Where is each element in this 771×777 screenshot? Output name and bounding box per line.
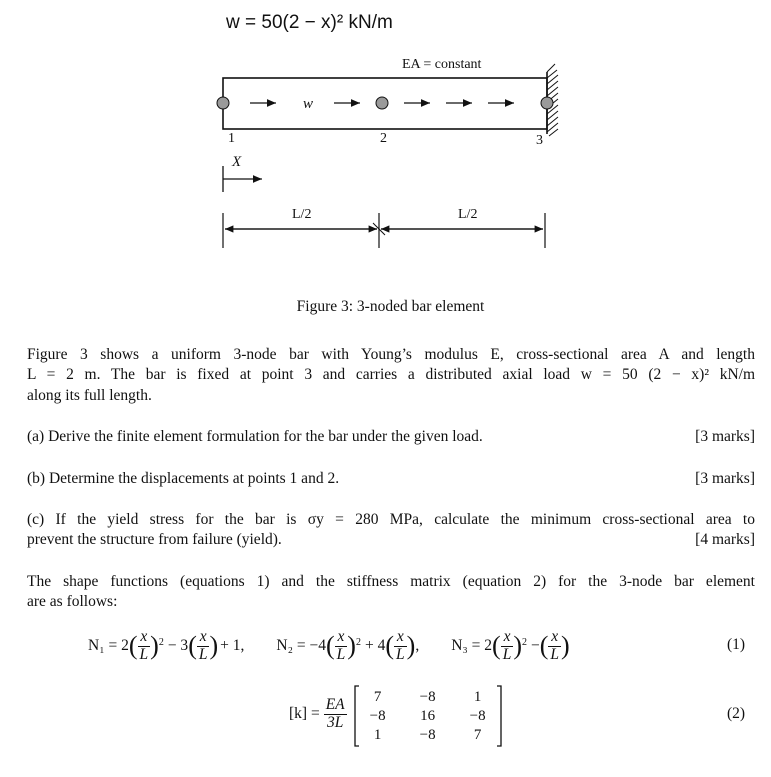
k-frac-den: 3L — [326, 713, 344, 731]
node-2 — [376, 97, 388, 109]
n3-mid: − — [531, 637, 540, 654]
n2-frac2-num: x — [394, 629, 407, 646]
stiffness-matrix — [353, 684, 503, 745]
equation-2 — [289, 682, 503, 746]
n3-square: 2 — [522, 636, 527, 648]
question-b-marks: [3 marks] — [695, 470, 755, 487]
bar-diagram — [0, 0, 771, 300]
n1-frac2-den: L — [198, 645, 208, 663]
n2-frac-den: L — [336, 645, 346, 663]
matrix-cell: 7 — [373, 688, 382, 705]
shape-intro-line-1: The shape functions (equations 1) and the stiffness matrix (equation 2) for the 3-node bar element — [27, 573, 755, 590]
n1-frac2-num: x — [197, 629, 210, 646]
question-b-text: (b) Determine the displacements at points 1 and 2. — [27, 470, 340, 487]
matrix-cell: 1 — [473, 688, 482, 705]
n1-square: 2 — [158, 636, 164, 648]
k-label: [k] = — [289, 705, 320, 722]
question-a — [27, 427, 755, 448]
n2-tail: , — [415, 637, 420, 654]
intro-line-1: Figure 3 shows a uniform 3-node bar with Young’s modulus E, cross-sectional area A and length — [27, 346, 755, 363]
n2-frac-num: x — [335, 629, 348, 646]
node-label-2: 2 — [380, 131, 387, 146]
ea-label: EA = constant — [402, 57, 482, 72]
equation-2-number: (2) — [727, 705, 746, 722]
node-3 — [541, 97, 553, 109]
matrix-cell: 7 — [473, 726, 482, 743]
k-frac-num: EA — [325, 696, 345, 714]
figure-caption: Figure 3: 3-noded bar element — [296, 298, 485, 315]
matrix-cell: −8 — [469, 707, 486, 724]
matrix-cell: −8 — [419, 688, 436, 705]
equation-1-number: (1) — [727, 636, 746, 653]
n2-square: 2 — [355, 636, 361, 648]
n1-frac-den: L — [139, 645, 149, 663]
n1-label: N₁ = 2 — [88, 637, 129, 654]
n1-tail: + 1, — [220, 637, 245, 654]
equation-1: N₁ = 2 ( $\frac{x}{L}$ ) 2 − 3 ( $\frac{x}{L}$ ) + 1, N₂ = −4 ( $\frac{x}{L}$ ) 2 + 4 ( $\frac{x}{L}$ ) , N₃ = 2 ( $\frac{x}{L}$ ) 2 − ( $\frac{x}{L}$ ) — [88, 628, 570, 663]
n3-frac-num: x — [501, 629, 514, 646]
matrix-cell: 1 — [373, 726, 382, 743]
intro-line-2: L = 2 m. The bar is fixed at point 3 and carries a distributed axial load w = 50 (2 − x)² kN/m — [27, 366, 755, 383]
n2-label: N₂ = −4 — [276, 637, 326, 654]
n3-frac-den: L — [502, 645, 512, 663]
question-c-line-1: (c) If the yield stress for the bar is σy = 280 MPa, calculate the minimum cross-sectional area to — [27, 511, 755, 528]
node-label-1: 1 — [228, 131, 235, 146]
n2-mid: + 4 — [364, 637, 386, 654]
n3-frac2-num: x — [548, 629, 561, 646]
question-c-line-2 — [27, 530, 755, 551]
x-label: X — [232, 154, 242, 170]
n3-frac2-den: L — [550, 645, 560, 663]
question-c-text: prevent the structure from failure (yield). — [27, 531, 282, 548]
load-expression: w = 50(2 − x)² kN/m — [226, 12, 393, 33]
question-b — [27, 469, 755, 490]
n2-frac2-den: L — [396, 645, 405, 663]
n1-mid: − 3 — [167, 637, 189, 654]
matrix-cell: 16 — [420, 707, 436, 724]
n1-frac-num: x — [138, 629, 151, 646]
matrix-cell: −8 — [369, 707, 386, 724]
span-label-left: L/2 — [292, 207, 312, 222]
intro-line-3: along its full length. — [27, 387, 152, 404]
shape-intro-line-2: are as follows: — [27, 593, 118, 610]
node-label-3: 3 — [536, 133, 543, 148]
span-label-right: L/2 — [458, 207, 478, 222]
node-1 — [217, 97, 229, 109]
question-c-marks: [4 marks] — [695, 531, 755, 548]
matrix-cell: −8 — [419, 726, 436, 743]
question-a-marks: [3 marks] — [695, 428, 755, 445]
n3-label: N₃ = 2 — [451, 637, 493, 654]
question-a-text: (a) Derive the finite element formulation for the bar under the given load. — [27, 428, 483, 445]
w-label: w — [303, 96, 314, 112]
